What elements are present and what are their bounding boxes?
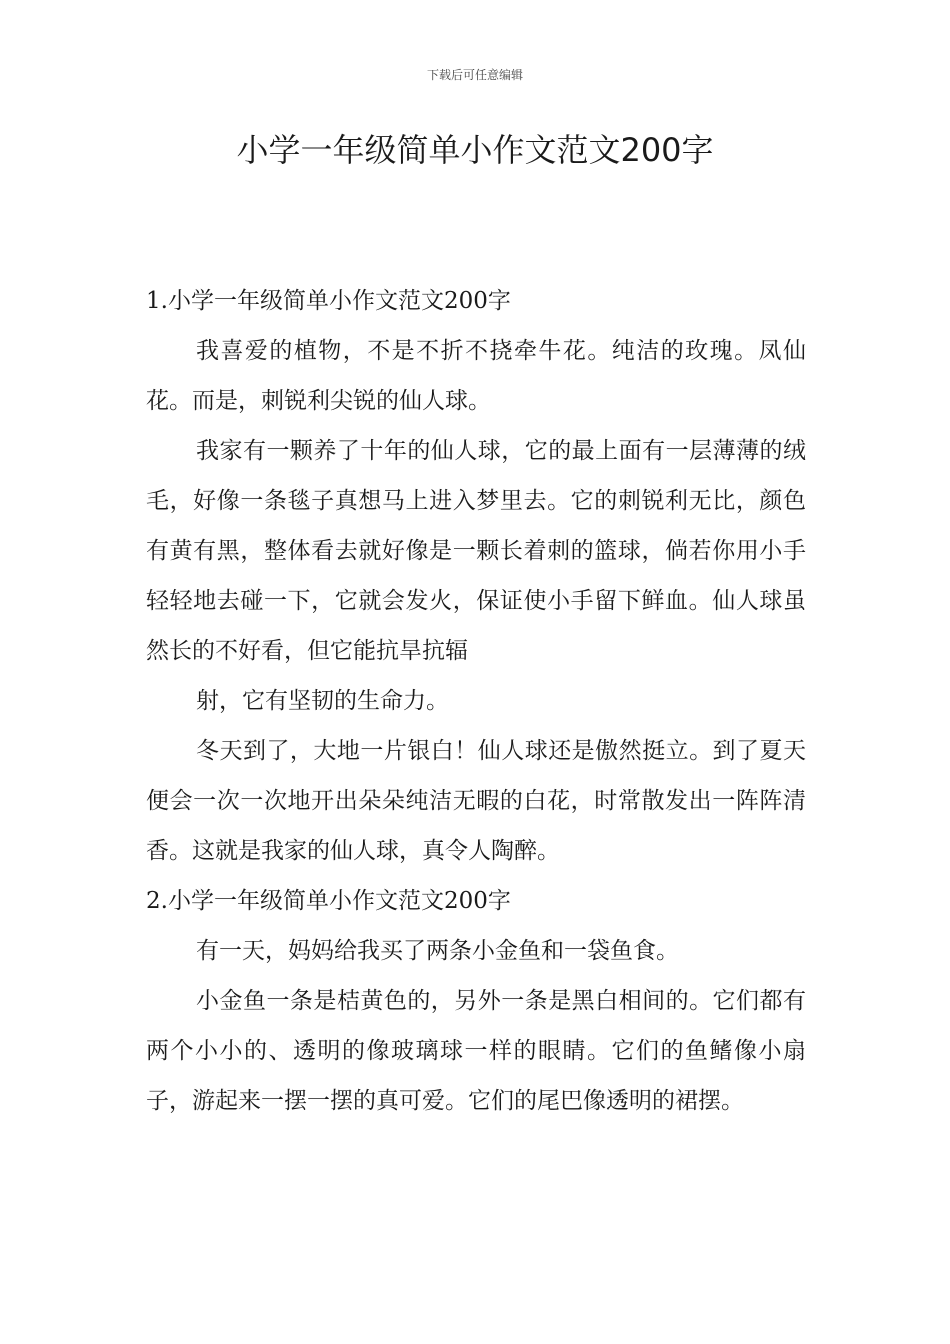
paragraph: 小金鱼一条是桔黄色的，另外一条是黑白相间的。它们都有两个小小的、透明的像玻璃球一样的眼睛。它们的鱼鳍像小扇子，游起来一摆一摆的真可爱。它们的尾巴像透明的裙摆。: [146, 988, 806, 1114]
paragraph: 我喜爱的植物，不是不折不挠牵牛花。纯洁的玫瑰。凤仙花。而是，刺锐利尖锐的仙人球。: [146, 338, 806, 414]
document-body: [146, 276, 806, 1126]
header-note: 下载后可任意编辑: [426, 68, 523, 82]
section-heading: 1.小学一年级简单小作文范文200字: [146, 288, 511, 314]
paragraph: 有一天，妈妈给我买了两条小金鱼和一袋鱼食。: [196, 938, 679, 964]
paragraph: 我家有一颗养了十年的仙人球，它的最上面有一层薄薄的绒毛，好像一条毯子真想马上进入梦里去。它的刺锐利无比，颜色有黄有黑，整体看去就好像是一颗长着刺的篮球，倘若你用小手轻轻地去碰一下，它就会发火，保证使小手留下鲜血。仙人球虽然长的不好看，但它能抗旱抗辐: [146, 438, 806, 664]
section-heading: 2.小学一年级简单小作文范文200字: [146, 888, 511, 914]
paragraph: 射，它有坚韧的生命力。: [196, 688, 449, 714]
document-title: 小学一年级简单小作文范文200字: [236, 131, 714, 169]
paragraph: 冬天到了，大地一片银白！仙人球还是傲然挺立。到了夏天便会一次一次地开出朵朵纯洁无暇的白花，时常散发出一阵阵清香。这就是我家的仙人球，真令人陶醉。: [146, 738, 806, 864]
